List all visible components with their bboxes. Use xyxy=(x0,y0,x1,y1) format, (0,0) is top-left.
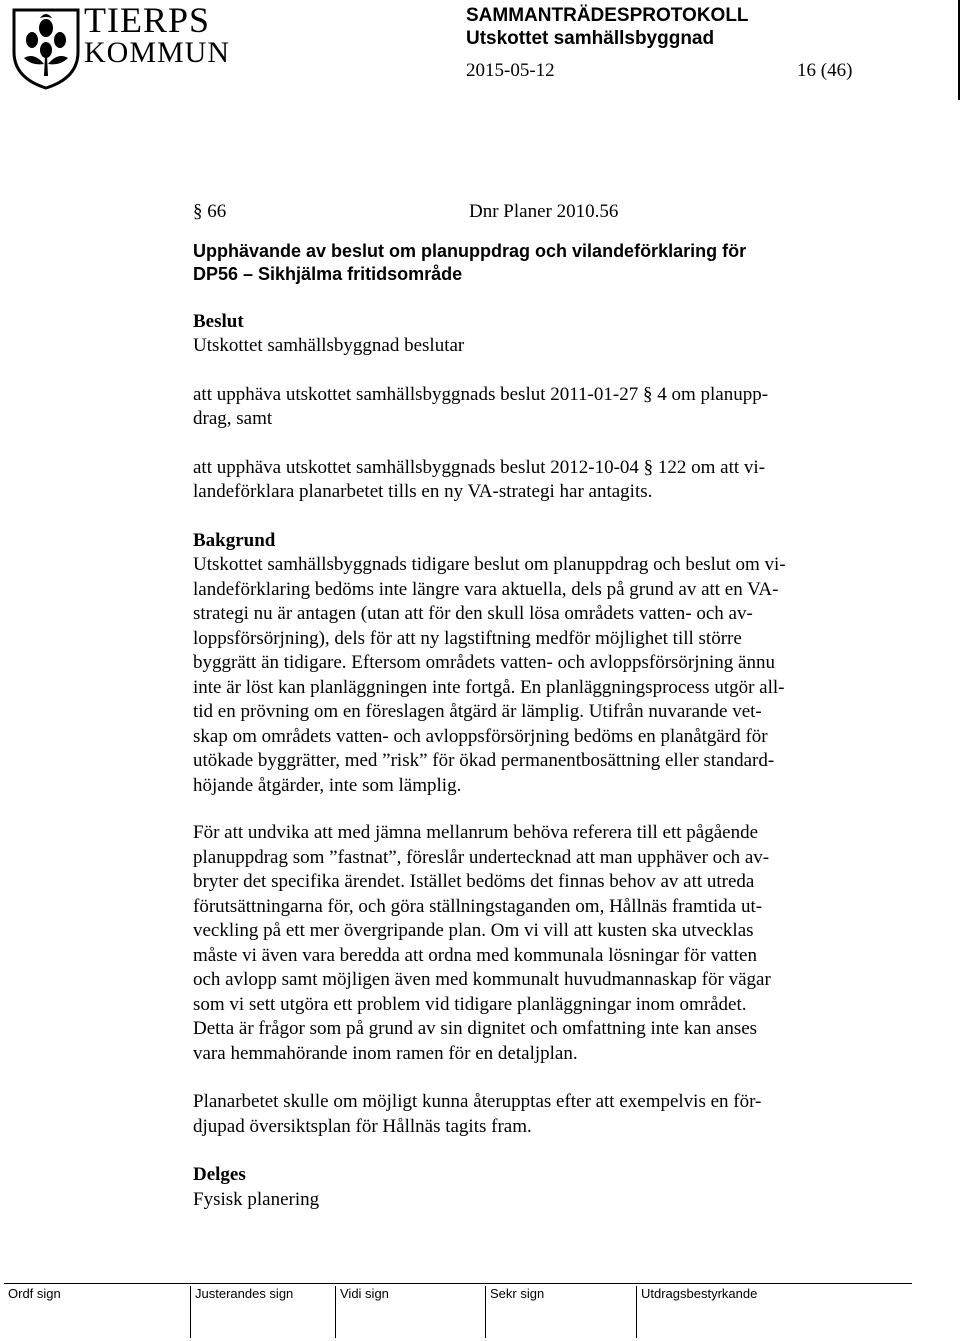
text-line: drag, samt xyxy=(193,408,273,429)
bakgrund-paragraph-2 xyxy=(193,821,873,1066)
delges-recipient: Fysisk planering xyxy=(193,1188,320,1210)
text-line: och avlopp samt möjligen även med kommunalt huvudmannaskap för vägar xyxy=(193,969,771,990)
municipality-line1: TIERPS xyxy=(84,0,211,40)
ordf-sign-field: Ordf sign xyxy=(8,1286,61,1301)
text-line: landeförklaring bedöms inte längre vara aktuella, dels på grund av att en VA- xyxy=(193,578,779,600)
text-line: att upphäva utskottet samhällsbyggnads beslut 2011-01-27 § 4 om planupp- xyxy=(193,383,769,405)
text-line: vara hemmahörande inom ramen för en detaljplan. xyxy=(193,1042,578,1064)
bakgrund-paragraph-1 xyxy=(193,553,873,798)
item-title-line1: Upphävande av beslut om planuppdrag och vilandeförklaring för xyxy=(193,240,747,261)
text-line: tid en prövning om en föreslagen åtgärd är lämplig. Utifrån nuvarande vet- xyxy=(193,701,762,722)
bakgrund-paragraph-3 xyxy=(193,1090,873,1139)
justerandes-sign-field: Justerandes sign xyxy=(190,1286,335,1338)
bakgrund-heading: Bakgrund xyxy=(193,529,276,551)
beslut-point-2 xyxy=(193,456,873,505)
text-line: skap om områdets vatten- och avloppsförsörjning bedöms en planåtgärd för xyxy=(193,725,768,747)
text-line: som vi sett utgöra ett problem vid tidigare planläggningar inom området. xyxy=(193,993,747,1015)
text-line: Utskottet samhällsbyggnads tidigare beslut om planuppdrag och beslut om vi- xyxy=(193,554,786,575)
coat-of-arms-icon xyxy=(10,6,82,90)
delges-heading: Delges xyxy=(193,1164,246,1185)
municipality-line2: KOMMUN xyxy=(84,36,231,69)
utdragsbestyrkande-field: Utdragsbestyrkande xyxy=(636,1286,841,1338)
municipality-name xyxy=(84,2,230,68)
text-line: För att undvika att med jämna mellanrum behöva referera till ett pågående xyxy=(193,822,759,843)
text-line: veckling på ett mer övergripande plan. Om vi vill att kusten ska utvecklas xyxy=(193,920,754,941)
document-type: SAMMANTRÄDESPROTOKOLL xyxy=(466,5,749,26)
text-line: måste vi även vara beredda att ordna med kommunala lösningar för vatten xyxy=(193,944,757,966)
text-line: planuppdrag som ”fastnat”, föreslår undertecknad att man upphäver och av- xyxy=(193,846,770,868)
text-line: inte är löst kan planläggningen inte fortgå. En planläggningsprocess utgör all- xyxy=(193,676,785,698)
text-line: loppsförsörjning), dels för att ny lagstiftning medför möjlighet till större xyxy=(193,627,742,649)
text-line: djupad översiktsplan för Hållnäs tagits fram. xyxy=(193,1115,532,1137)
text-line: höjande åtgärder, inte som lämplig. xyxy=(193,774,462,796)
header-info xyxy=(466,4,749,50)
vidi-sign-field: Vidi sign xyxy=(335,1286,480,1338)
text-line: förutsättningarna för, och göra ställningstaganden om, Hållnäs framtida ut- xyxy=(193,895,763,917)
text-line: Planarbetet skulle om möjligt kunna återupptas efter att exempelvis en för- xyxy=(193,1091,762,1112)
beslut-heading: Beslut xyxy=(193,310,244,332)
paragraph-number: § 66 xyxy=(193,201,227,222)
text-line: landeförklara planarbetet tills en ny VA-strategi har antagits. xyxy=(193,481,653,502)
page-number: 16 (46) xyxy=(797,60,853,81)
committee-name: Utskottet samhällsbyggnad xyxy=(466,28,715,49)
footer-rule xyxy=(4,1283,912,1284)
text-line: utökade byggrätter, med ”risk” för ökad permanentbosättning eller standard- xyxy=(193,750,775,771)
text-line: strategi nu är antagen (utan att för den skull lösa områdets vatten- och av- xyxy=(193,603,753,624)
meeting-date: 2015-05-12 xyxy=(466,60,555,81)
text-line: att upphäva utskottet samhällsbyggnads beslut 2012-10-04 § 122 om att vi- xyxy=(193,456,766,478)
text-line: Detta är frågor som på grund av sin dignitet och omfattning inte kan anses xyxy=(193,1018,758,1039)
item-reference-line xyxy=(193,200,873,225)
sekr-sign-field: Sekr sign xyxy=(485,1286,630,1338)
document-body xyxy=(193,200,873,1212)
beslut-point-1 xyxy=(193,383,873,432)
beslut-intro: Utskottet samhällsbyggnad beslutar xyxy=(193,335,465,356)
item-title-line2: DP56 – Sikhjälma fritidsområde xyxy=(193,264,463,284)
text-line: bryter det specifika ärendet. Istället bedöms det finnas behov av att utreda xyxy=(193,871,755,892)
dnr: Dnr Planer 2010.56 xyxy=(469,201,619,222)
text-line: byggrätt än tidigare. Eftersom områdets vatten- och avloppsförsörjning ännu xyxy=(193,652,775,673)
